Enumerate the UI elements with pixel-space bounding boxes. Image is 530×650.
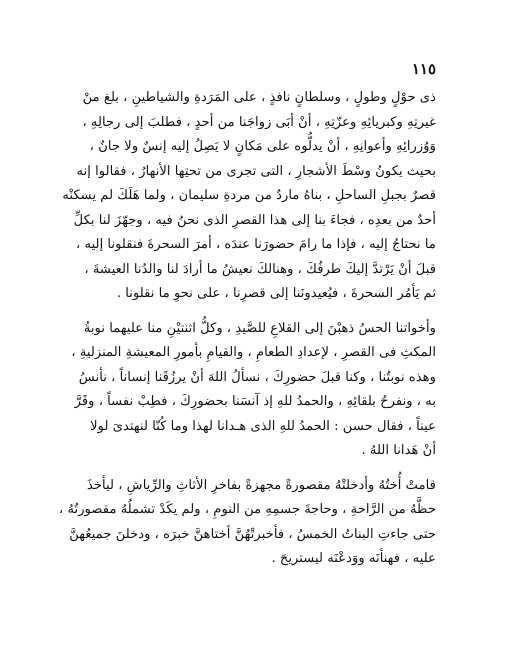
text-line: حظَّهُ من الرَّاحةِ ، وحاجةَ جسمِهِ من النومِ ، ولم يكَدْ تشملُهُ مقصورتُهُ ،: [59, 502, 436, 517]
text-line: أنْ هَدانا اللهُ .: [361, 443, 436, 458]
text-line: عيناً ، فقال حسن : الحمدُ للهِ الذى هـدانا لهذا وما كُنّا لنهتدىَ لولا: [90, 418, 436, 434]
body-text: [59, 86, 436, 572]
text-line: قبلَ أنْ يَرْتدَّ إليكَ طرفُكَ ، وهنالكَ نعيشُ ما أرادَ لنا والدُنا العيشةَ ،: [84, 261, 436, 277]
text-line: غيرتِهِ وكبريائِهِ وعزّتِهِ ، أنْ أبَى زواجَنا من أحدٍ ، فطلبَ إلى رجالِهِ ،: [82, 114, 436, 130]
paragraph-3: [59, 474, 436, 572]
page-number: ١١٥: [411, 60, 436, 78]
text-line: عليه ، فهنأنَه ووَدعْنَه ليستريحَ .: [271, 551, 436, 566]
text-line: المكثِ فى القصرِ ، لإعدادِ الطعامِ ، والقيامِ بأمورِ المعيشةِ المنزليةِ ،: [71, 345, 436, 360]
text-line: به ، ونفرحُ بلقائِهِ ، والحمدُ للهِ إذ آنسَنا بحضورِكَ ، فطِبْ نفساً ، وقَرَّ: [74, 394, 436, 409]
text-line: قصرٌ بجبلِ الساحلِ ، بناهُ ماردٌ من مردةِ سليمان ، ولما هَلَكَ لم يسكنْه: [62, 188, 436, 203]
text-line: وهذه نوبتُنا ، وكنا قبلَ حضورِكَ ، نسألُ اللهَ أنْ يرزُقَنا إنساناً ، نأنسُ: [78, 369, 436, 385]
text-line: ما نحتاجُ إليه ، فإذا ما رامَ حضورَنا عندَه ، أمرَ السحرةَ فنقلونا إليه ،: [76, 237, 436, 252]
text-line: أحدٌ من بعدِه ، فجاءَ بنا إلى هذا القصرِ الذى نحنُ فيه ، وجهّزَ لنا بكلِّ: [73, 212, 436, 228]
text-line: ثم يَأمُر السحرةَ ، فيُعيدونَنا إلى قصرِنا ، على نحوِ ما نقلونا .: [116, 286, 436, 301]
text-line: وأخواتنا الحسُ ذهبْنَ إلى القلاعِ للصَّيدِ ، وكلُّ اثنتيْنِ منا عليهما نوبةُ: [83, 320, 436, 336]
text-line: ذى حوْلٍ وطولٍ ، وسلطانٍ نافذٍ ، على المَرَدةِ والشياطينِ ، بلغ منْ: [82, 90, 436, 105]
text-line: بحيث يكونُ وسْطَ الأشجارِ ، التى تجرى من تحتِها الأنهارُ ، فقالوا إنه: [76, 163, 436, 179]
paragraph-2: [71, 317, 436, 464]
text-line: قامتْ أُختُهُ وأدخلتْهُ مقصورةً مجهزةً بفاخرِ الأثاثِ والرِّياشِ ، ليأخذَ: [86, 477, 436, 493]
paragraph-1: [62, 86, 436, 307]
text-line: حتى جاءتِ البناتُ الخمسُ ، فأخبرتْهُنَّ أختاهنَّ خبرَه ، ودخلنَ جميعُهنَّ: [69, 526, 436, 542]
text-line: وَوُزرائِهِ وأعوانِهِ ، أنْ يدلُّوه على مَكانٍ لا يَصِلُ إليه إنسٌ ولا جانٌ ،: [89, 139, 436, 154]
